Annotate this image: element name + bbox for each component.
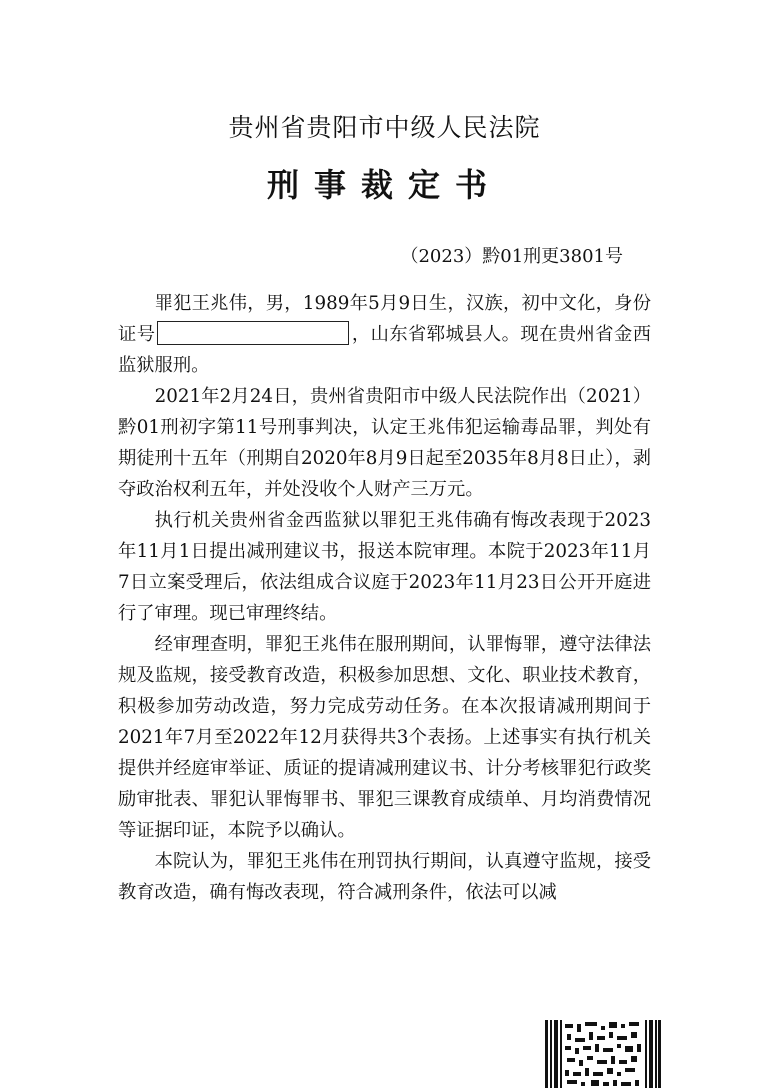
id-number-redaction-box [157,321,349,345]
paragraph-court-opinion: 本院认为，罪犯王兆伟在刑罚执行期间，认真遵守监规，接受教育改造，确有悔改表现，符合减刑条件，依法可以减 [118,851,651,903]
qr-code-icon [545,1020,661,1088]
defendant-residence: ，山东省郓城县人。现在贵州省金西监狱服刑。 [118,324,652,376]
document-title: 刑事裁定书 [266,166,502,204]
paragraph-defendant [118,288,651,381]
court-name: 贵州省贵阳市中级人民法院 [228,113,541,142]
paragraph-original-judgment: 2021年2月24日，贵州省贵阳市中级人民法院作出（2021）黔01刑初字第11号刑事判决，认定王兆伟犯运输毒品罪，判处有期徒刑十五年（刑期自2020年8月9日起至2035年8月8日止），剥夺政治权利五年，并处没收个人财产三万元。 [118,386,651,500]
paragraph-findings: 经审理查明，罪犯王兆伟在服刑期间，认罪悔罪，遵守法律法规及监规，接受教育改造，积极参加思想、文化、职业技术教育，积极参加劳动改造，努力完成劳动任务。在本次报请减刑期间于2021年7月至2022年12月获得共3个表扬。上述事实有执行机关提供并经庭审举证、质证的提请减刑建议书、计分考核罪犯行政奖励审批表、罪犯认罪悔罪书、罪犯三课教育成绩单、月均消费情况等证据印证，本院予以确认。 [118,634,651,841]
document-body [118,288,651,908]
paragraph-reduction-proposal: 执行机关贵州省金西监狱以罪犯王兆伟确有悔改表现于2023年11月1日提出减刑建议书，报送本院审理。本院于2023年11月7日立案受理后，依法组成合议庭于2023年11月23日公开开庭进行了审理。现已审理终结。 [118,510,651,624]
defendant-info: 罪犯王兆伟，男，1989年5月9日生，汉族，初中文化，身份证号 [118,293,651,345]
document-number: （2023）黔01刑更3801号 [400,246,623,267]
